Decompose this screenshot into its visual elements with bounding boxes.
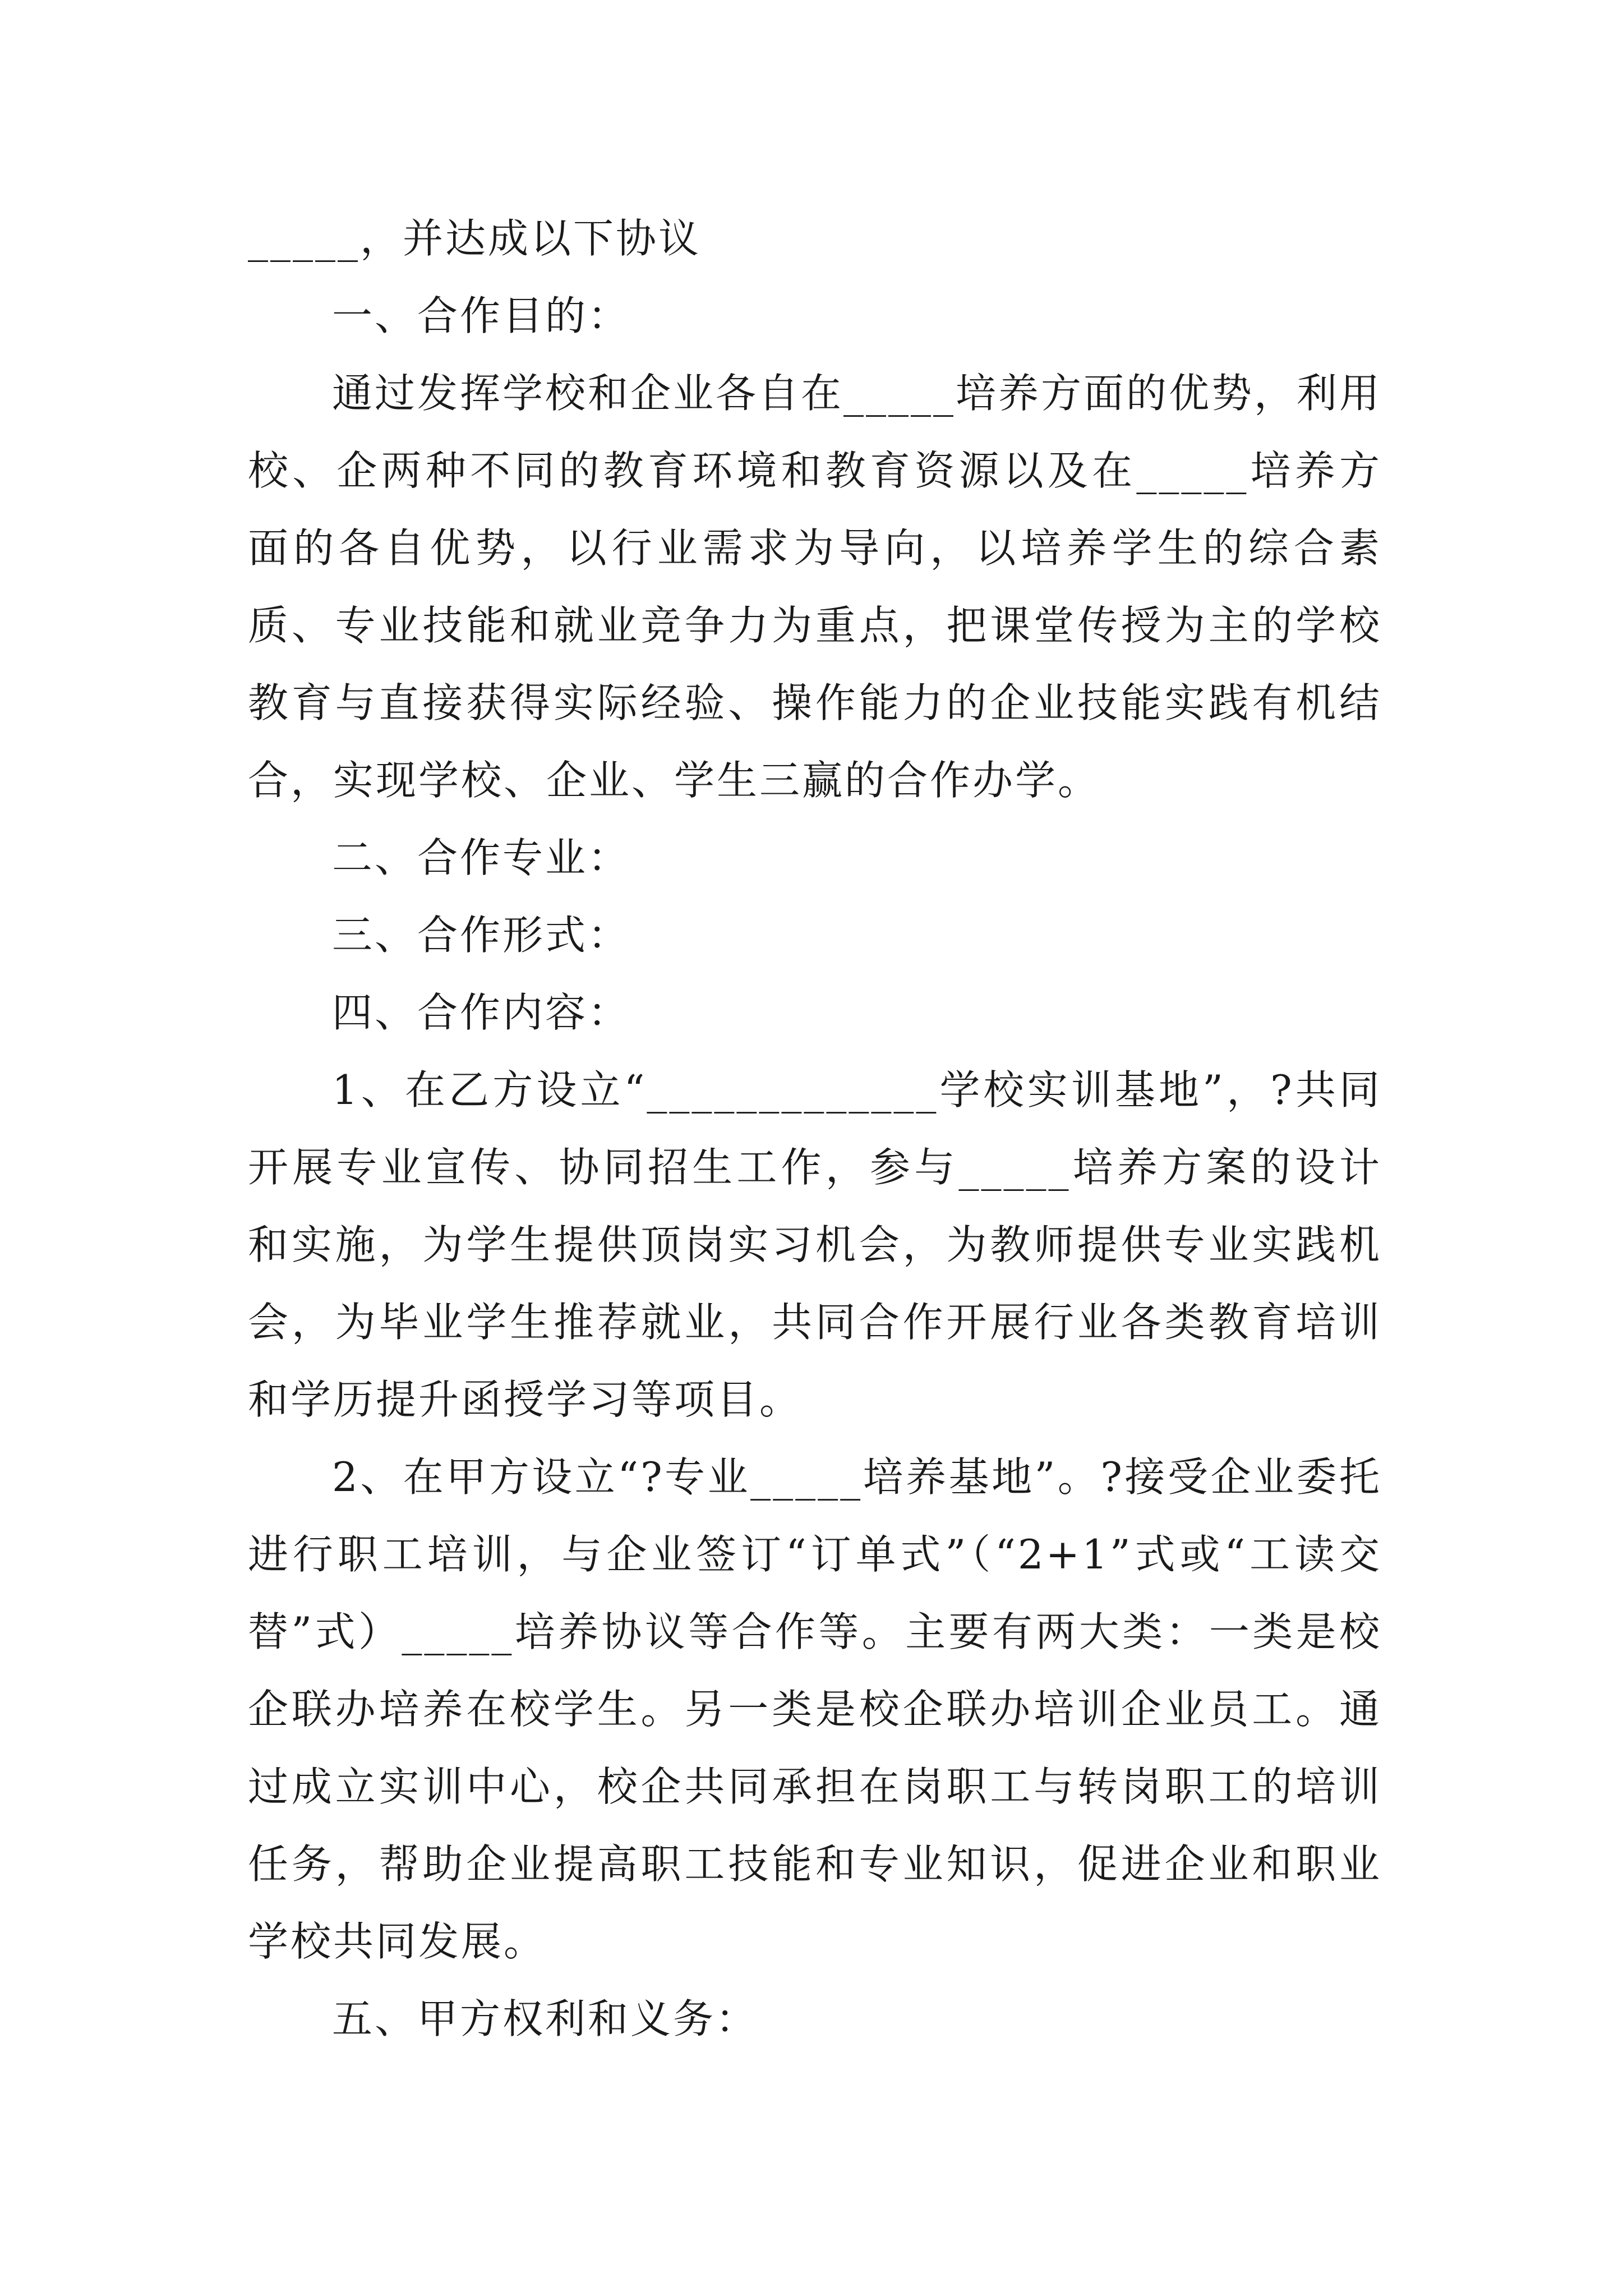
paragraph-content-item-2: 2、在甲方设立“?专业_____培养基地”。?接受企业委托进行职工培训，与企业签订“订单式”（“2+1”式或“工读交替”式）_____培养协议等合作等。主要有两大类：一类是校企联办培养在校学生。另一类是校企联办培训企业员工。通过成立实训中心，校企共同承担在岗职工与转岗职工的培训任务，帮助企业提高职工技能和专业知识，促进企业和职业学校共同发展。 — [248, 1453, 1382, 1965]
heading-cooperation-purpose: 一、合作目的： — [332, 292, 631, 339]
document-body — [248, 200, 1382, 2058]
heading-party-a-rights: 五、甲方权利和义务： — [332, 1995, 759, 2042]
paragraph-content-item-1: 1、在乙方设立“_____________学校实训基地”，?共同开展专业宣传、协同招生工作，参与_____培养方案的设计和实施，为学生提供顶岗实习机会，为教师提供专业实践机会，为毕业学生推荐就业，共同合作开展行业各类教育培训和学历提升函授学习等项目。 — [248, 1066, 1382, 1423]
heading-cooperation-content: 四、合作内容： — [332, 989, 631, 1036]
paragraph-cooperation-purpose: 通过发挥学校和企业各自在_____培养方面的优势，利用校、企两种不同的教育环境和教育资源以及在_____培养方面的各自优势，以行业需求为导向，以培养学生的综合素质、专业技能和就业竞争力为重点，把课堂传授为主的学校教育与直接获得实际经验、操作能力的企业技能实践有机结合，实现学校、企业、学生三赢的合作办学。 — [248, 370, 1382, 804]
paragraph-agreement-intro: _____，并达成以下协议 — [248, 215, 702, 262]
heading-cooperation-major: 二、合作专业： — [332, 834, 631, 881]
heading-cooperation-form: 三、合作形式： — [332, 912, 631, 959]
